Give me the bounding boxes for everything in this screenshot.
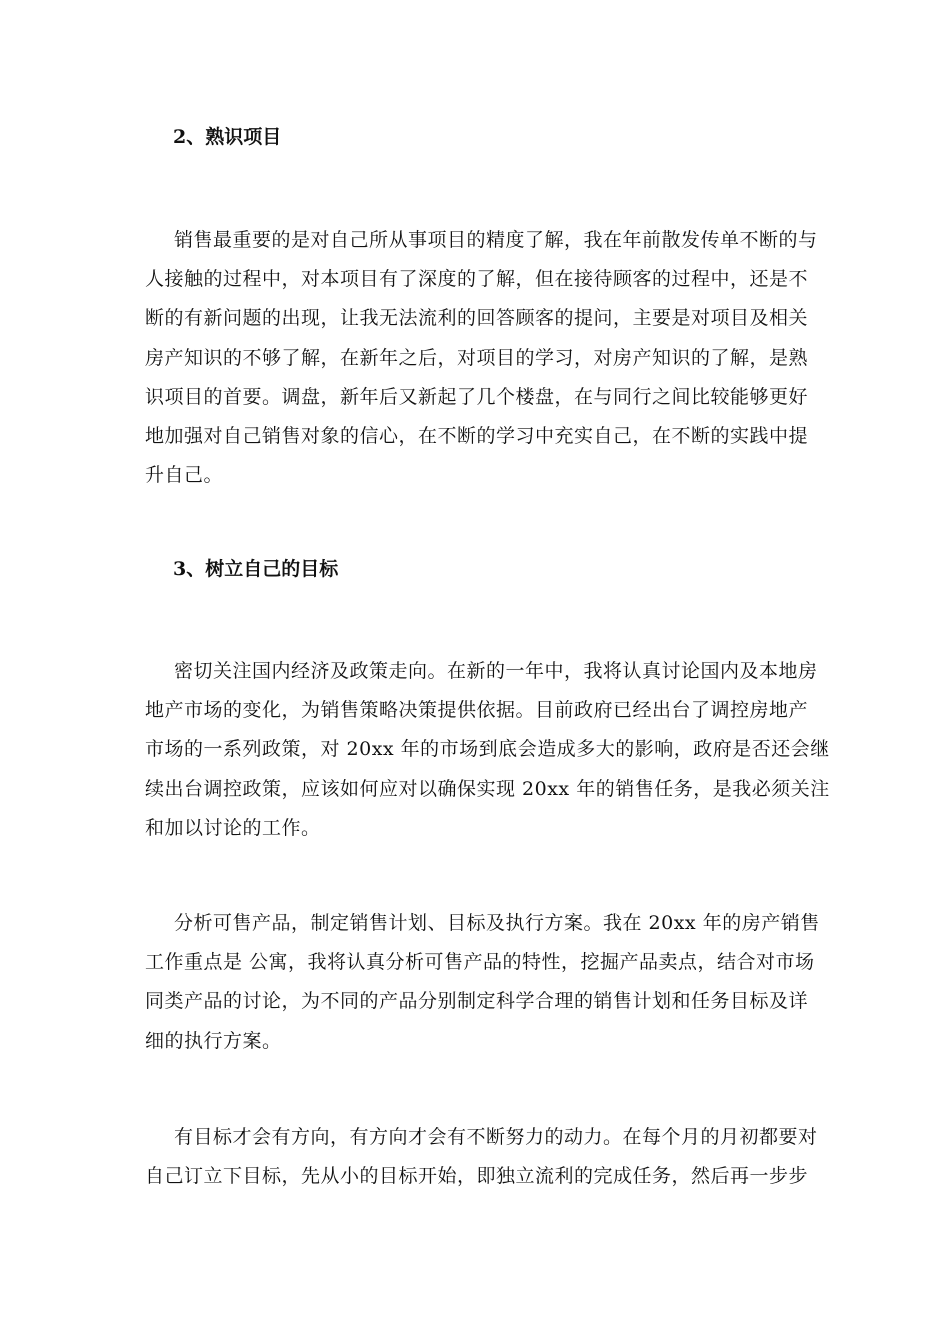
paragraph-line: 地产市场的变化，为销售策略决策提供依据。目前政府已经出台了调控房地产 [145, 699, 809, 722]
paragraph-line: 识项目的首要。调盘，新年后又新起了几个楼盘，在与同行之间比较能够更好 [145, 385, 809, 408]
paragraph-line: 有目标才会有方向，有方向才会有不断努力的动力。在每个月的月初都要对 [174, 1126, 818, 1148]
paragraph-line: 房产知识的不够了解，在新年之后，对项目的学习，对房产知识的了解，是熟 [145, 346, 809, 369]
paragraph-goal-direction [145, 1118, 818, 1196]
paragraph-line: 密切关注国内经济及政策走向。在新的一年中，我将认真讨论国内及本地房 [174, 660, 818, 682]
paragraph-line: 升自己。 [145, 464, 224, 487]
paragraph-project-knowledge [145, 221, 818, 495]
paragraph-line: 断的有新问题的出现，让我无法流利的回答顾客的提问，主要是对项目及相关 [145, 307, 809, 330]
section-heading-familiarize-project: 2、熟识项目 [173, 126, 282, 148]
paragraph-line: 细的执行方案。 [145, 1029, 282, 1052]
paragraph-line: 工作重点是 公寓，我将认真分析可售产品的特性，挖掘产品卖点，结合对市场 [145, 951, 815, 974]
paragraph-line: 分析可售产品，制定销售计划、目标及执行方案。我在 20xx 年的房产销售 [174, 912, 820, 934]
paragraph-line: 地加强对自己销售对象的信心，在不断的学习中充实自己，在不断的实践中提 [145, 425, 809, 448]
paragraph-line: 同类产品的讨论，为不同的产品分别制定科学合理的销售计划和任务目标及详 [145, 990, 809, 1013]
paragraph-line: 市场的一系列政策，对 20xx 年的市场到底会造成多大的影响，政府是否还会继 [145, 738, 830, 761]
paragraph-sales-plan [145, 904, 820, 1061]
paragraph-line: 销售最重要的是对自己所从事项目的精度了解，我在年前散发传单不断的与 [174, 229, 818, 251]
paragraph-line: 和加以讨论的工作。 [145, 816, 321, 839]
paragraph-line: 人接触的过程中，对本项目有了深度的了解，但在接待顾客的过程中，还是不 [145, 268, 809, 291]
paragraph-line: 续出台调控政策，应该如何应对以确保实现 20xx 年的销售任务，是我必须关注 [145, 777, 830, 800]
section-heading-set-goals: 3、树立自己的目标 [173, 558, 339, 580]
paragraph-line: 自己订立下目标，先从小的目标开始，即独立流利的完成任务，然后再一步步 [145, 1165, 809, 1188]
paragraph-policy-trends [145, 652, 830, 848]
